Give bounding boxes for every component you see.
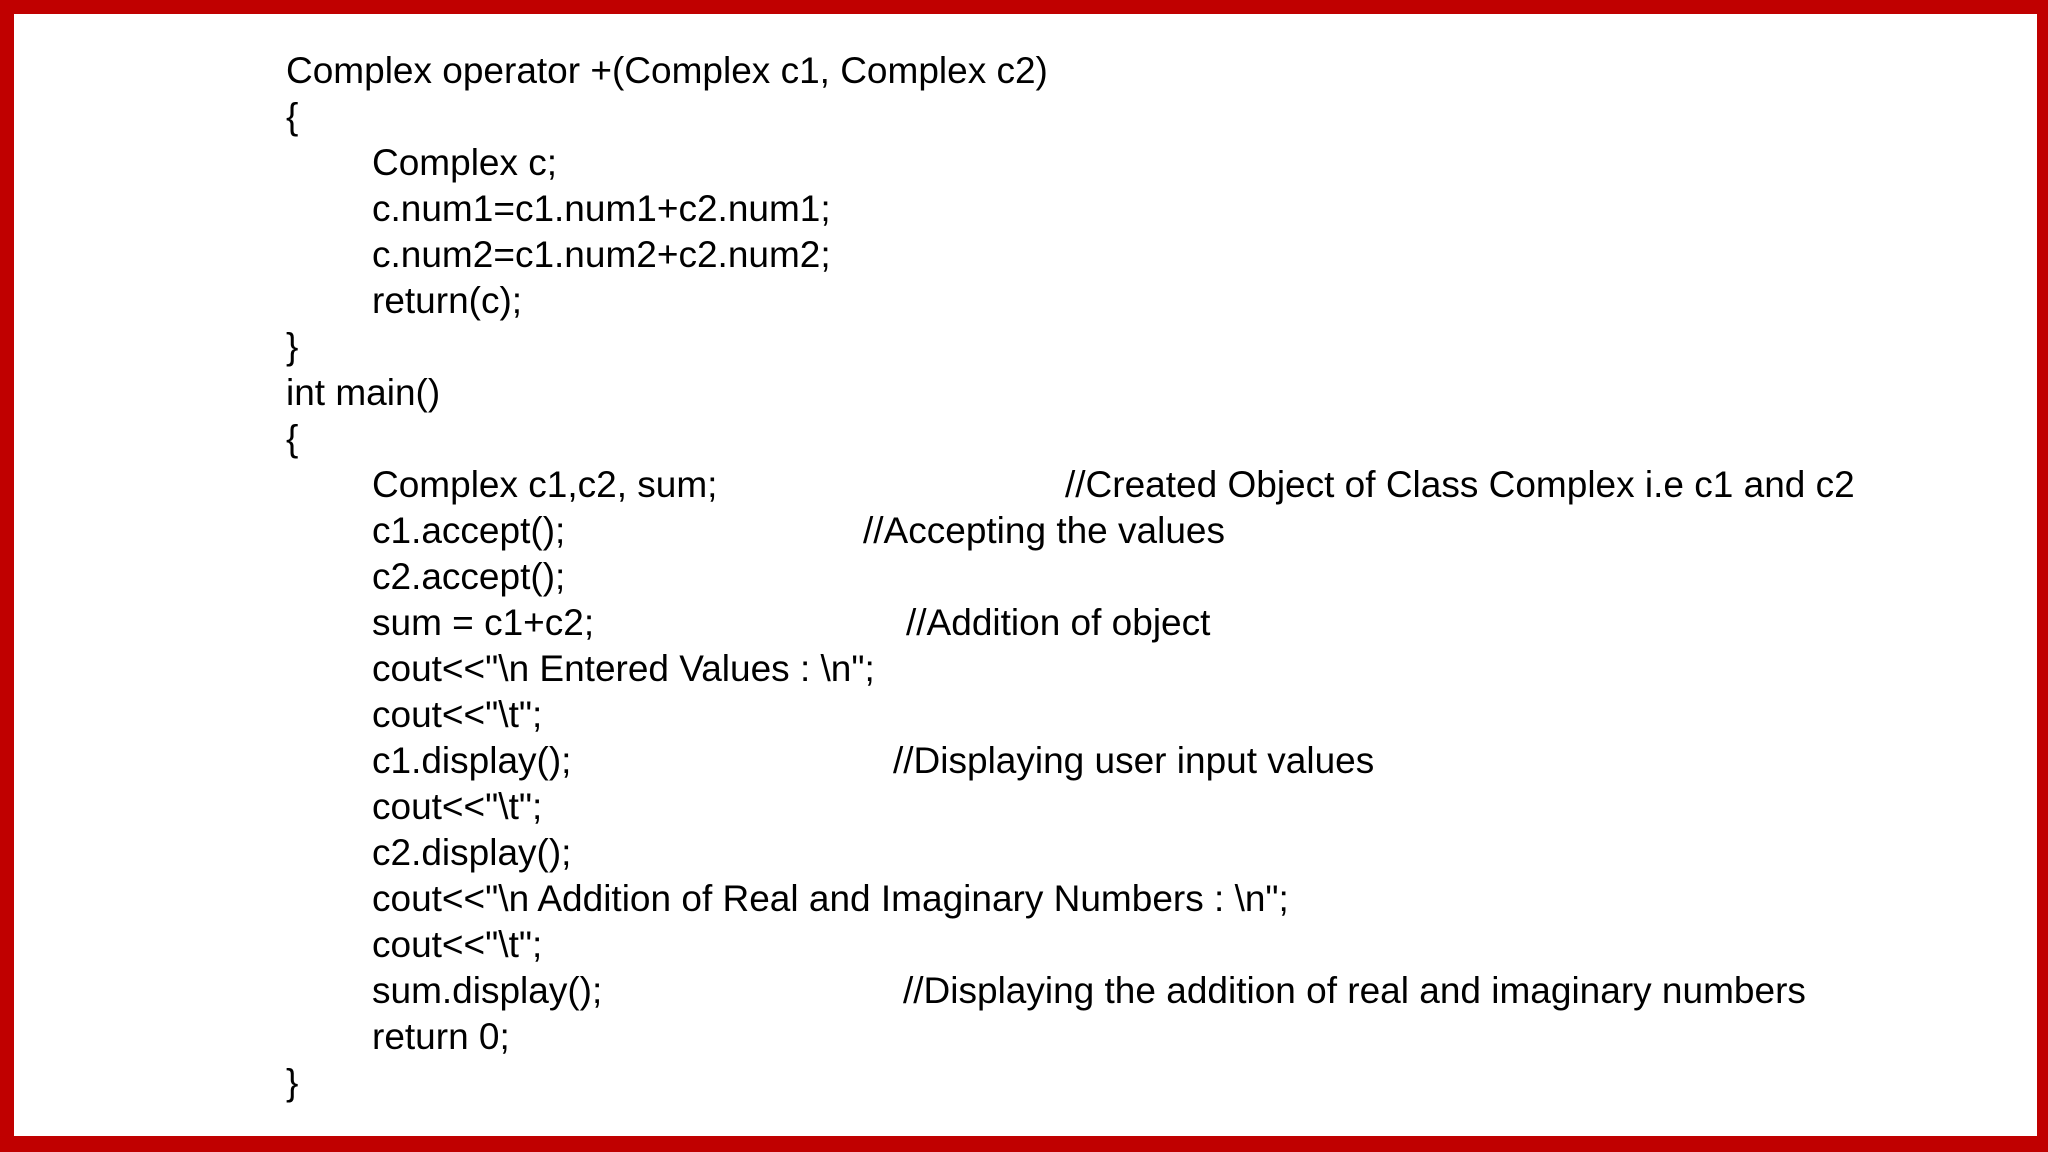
code-line: [286, 1014, 1289, 1060]
code-statement: }: [286, 326, 299, 367]
code-statement: return(c);: [372, 280, 523, 321]
code-statement: cout<<"\t";: [372, 924, 543, 965]
code-comment: //Accepting the values: [863, 510, 1225, 551]
code-block: [286, 48, 1855, 1106]
code-statement: cout<<"\t";: [372, 786, 543, 827]
code-line: [286, 922, 1289, 968]
code-statement: {: [286, 96, 299, 137]
code-line: [286, 324, 1289, 370]
code-line: [286, 416, 1289, 462]
code-statement: c2.display();: [372, 832, 572, 873]
code-line: [286, 646, 1289, 692]
code-line: [286, 830, 1289, 876]
code-comment: //Displaying the addition of real and imaginary numbers: [903, 970, 1806, 1011]
code-line: [286, 784, 1289, 830]
code-line: [286, 462, 1855, 508]
code-line: [286, 738, 1375, 784]
code-line: [286, 1060, 1289, 1106]
code-line: [286, 876, 1289, 922]
code-statement: Complex c;: [372, 142, 558, 183]
code-line: [286, 278, 1289, 324]
code-line: [286, 692, 1289, 738]
code-statement: sum.display();: [372, 970, 603, 1011]
code-comment: //Displaying user input values: [893, 740, 1375, 781]
code-statement: return 0;: [372, 1016, 510, 1057]
code-line: [286, 140, 1289, 186]
code-line: [286, 554, 1289, 600]
code-statement: c.num1=c1.num1+c2.num1;: [372, 188, 831, 229]
code-line: [286, 968, 1806, 1014]
code-statement: c1.accept();: [372, 510, 566, 551]
code-statement: c1.display();: [372, 740, 572, 781]
code-statement: cout<<"\n Entered Values : \n";: [372, 648, 875, 689]
code-line: [286, 232, 1289, 278]
code-line: [286, 370, 1289, 416]
code-comment: //Created Object of Class Complex i.e c1 and c2: [1065, 464, 1855, 505]
code-line: [286, 600, 1289, 646]
code-line: [286, 186, 1289, 232]
code-statement: c.num2=c1.num2+c2.num2;: [372, 234, 831, 275]
code-comment: //Addition of object: [906, 602, 1211, 643]
code-line: [286, 48, 1289, 94]
code-statement: cout<<"\n Addition of Real and Imaginary Numbers : \n";: [372, 878, 1289, 919]
code-statement: int main(): [286, 372, 441, 413]
code-line: [286, 508, 1289, 554]
code-statement: Complex c1,c2, sum;: [372, 464, 718, 505]
code-statement: cout<<"\t";: [372, 694, 543, 735]
code-statement: {: [286, 418, 299, 459]
code-statement: }: [286, 1062, 299, 1103]
code-statement: Complex operator +(Complex c1, Complex c2): [286, 50, 1048, 91]
code-statement: sum = c1+c2;: [372, 602, 595, 643]
code-line: [286, 94, 1289, 140]
code-statement: c2.accept();: [372, 556, 566, 597]
